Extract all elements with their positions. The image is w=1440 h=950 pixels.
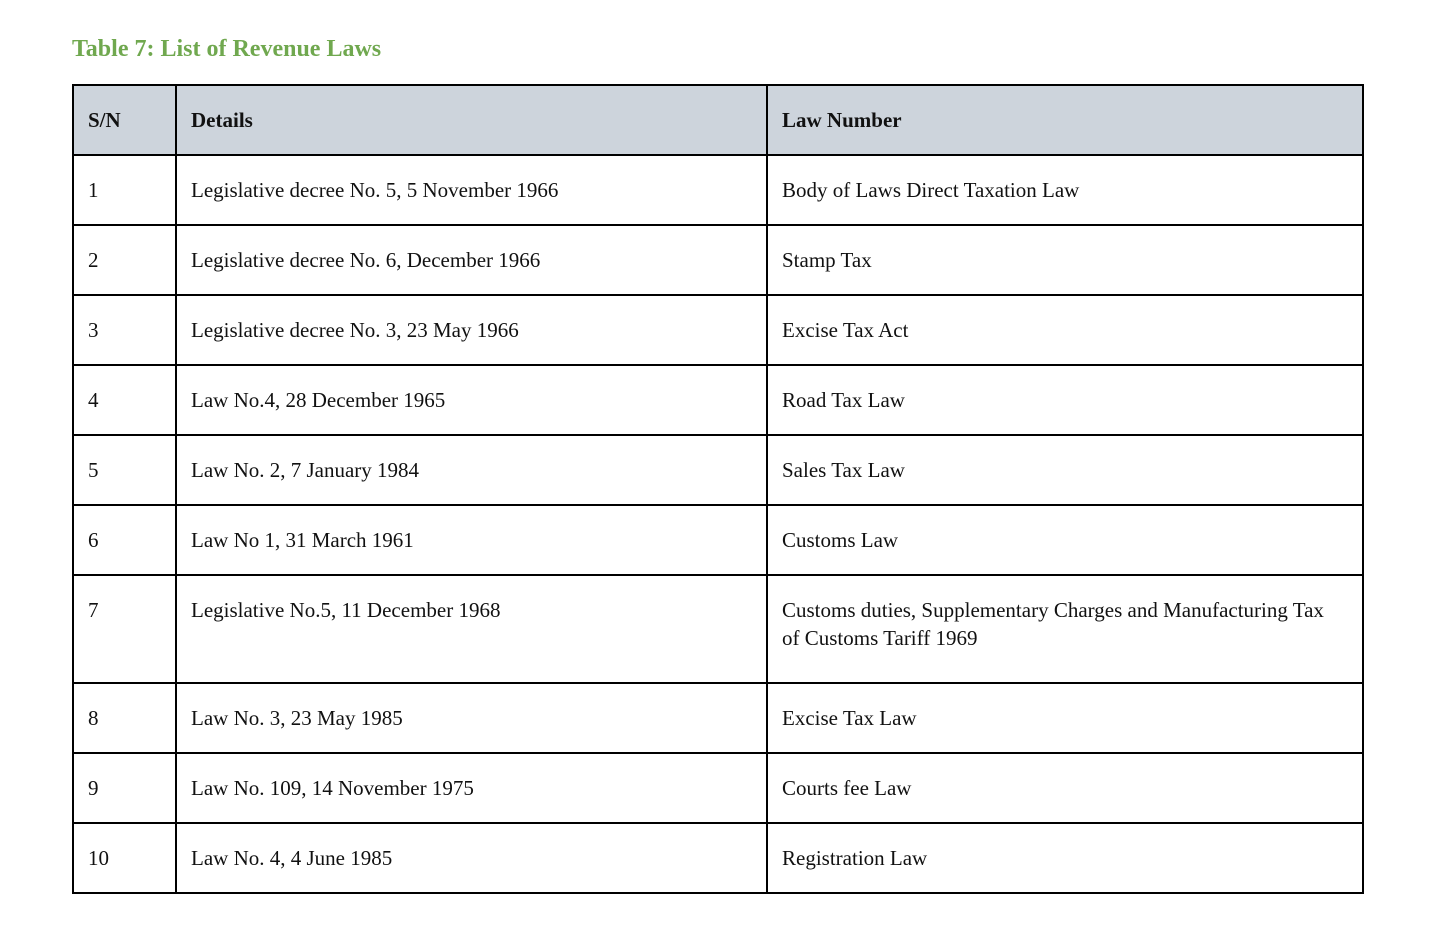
cell-sn: 4	[73, 365, 176, 435]
cell-details: Law No 1, 31 March 1961	[176, 505, 767, 575]
cell-sn: 2	[73, 225, 176, 295]
table-row	[73, 435, 1363, 505]
cell-details: Law No. 3, 23 May 1985	[176, 683, 767, 753]
column-header-sn: S/N	[73, 85, 176, 155]
cell-sn: 9	[73, 753, 176, 823]
table-caption: Table 7: List of Revenue Laws	[72, 36, 382, 62]
cell-law: Customs Law	[767, 505, 1363, 575]
table-row	[73, 683, 1363, 753]
cell-details: Legislative decree No. 3, 23 May 1966	[176, 295, 767, 365]
cell-sn: 5	[73, 435, 176, 505]
cell-sn: 6	[73, 505, 176, 575]
table-row	[73, 823, 1363, 893]
cell-details: Legislative decree No. 5, 5 November 1966	[176, 155, 767, 225]
table-row	[73, 505, 1363, 575]
cell-details: Law No. 2, 7 January 1984	[176, 435, 767, 505]
revenue-laws-table	[72, 84, 1364, 894]
column-header-details: Details	[176, 85, 767, 155]
cell-details: Legislative decree No. 6, December 1966	[176, 225, 767, 295]
cell-law: Road Tax Law	[767, 365, 1363, 435]
table-row	[73, 225, 1363, 295]
cell-law: Registration Law	[767, 823, 1363, 893]
cell-sn: 7	[73, 575, 176, 683]
table-header-row	[73, 85, 1363, 155]
cell-law: Courts fee Law	[767, 753, 1363, 823]
table-row	[73, 753, 1363, 823]
cell-sn: 10	[73, 823, 176, 893]
cell-law: Body of Laws Direct Taxation Law	[767, 155, 1363, 225]
column-header-law-number: Law Number	[767, 85, 1363, 155]
cell-law: Excise Tax Act	[767, 295, 1363, 365]
table-row	[73, 295, 1363, 365]
cell-law: Customs duties, Supplementary Charges and Manufacturing Tax of Customs Tariff 1969	[767, 575, 1363, 683]
cell-law: Sales Tax Law	[767, 435, 1363, 505]
table-row	[73, 575, 1363, 683]
table-row	[73, 365, 1363, 435]
cell-sn: 1	[73, 155, 176, 225]
cell-sn: 3	[73, 295, 176, 365]
cell-sn: 8	[73, 683, 176, 753]
cell-law: Excise Tax Law	[767, 683, 1363, 753]
table-row	[73, 155, 1363, 225]
cell-details: Law No. 4, 4 June 1985	[176, 823, 767, 893]
cell-details: Legislative No.5, 11 December 1968	[176, 575, 767, 683]
cell-details: Law No.4, 28 December 1965	[176, 365, 767, 435]
cell-law: Stamp Tax	[767, 225, 1363, 295]
cell-details: Law No. 109, 14 November 1975	[176, 753, 767, 823]
